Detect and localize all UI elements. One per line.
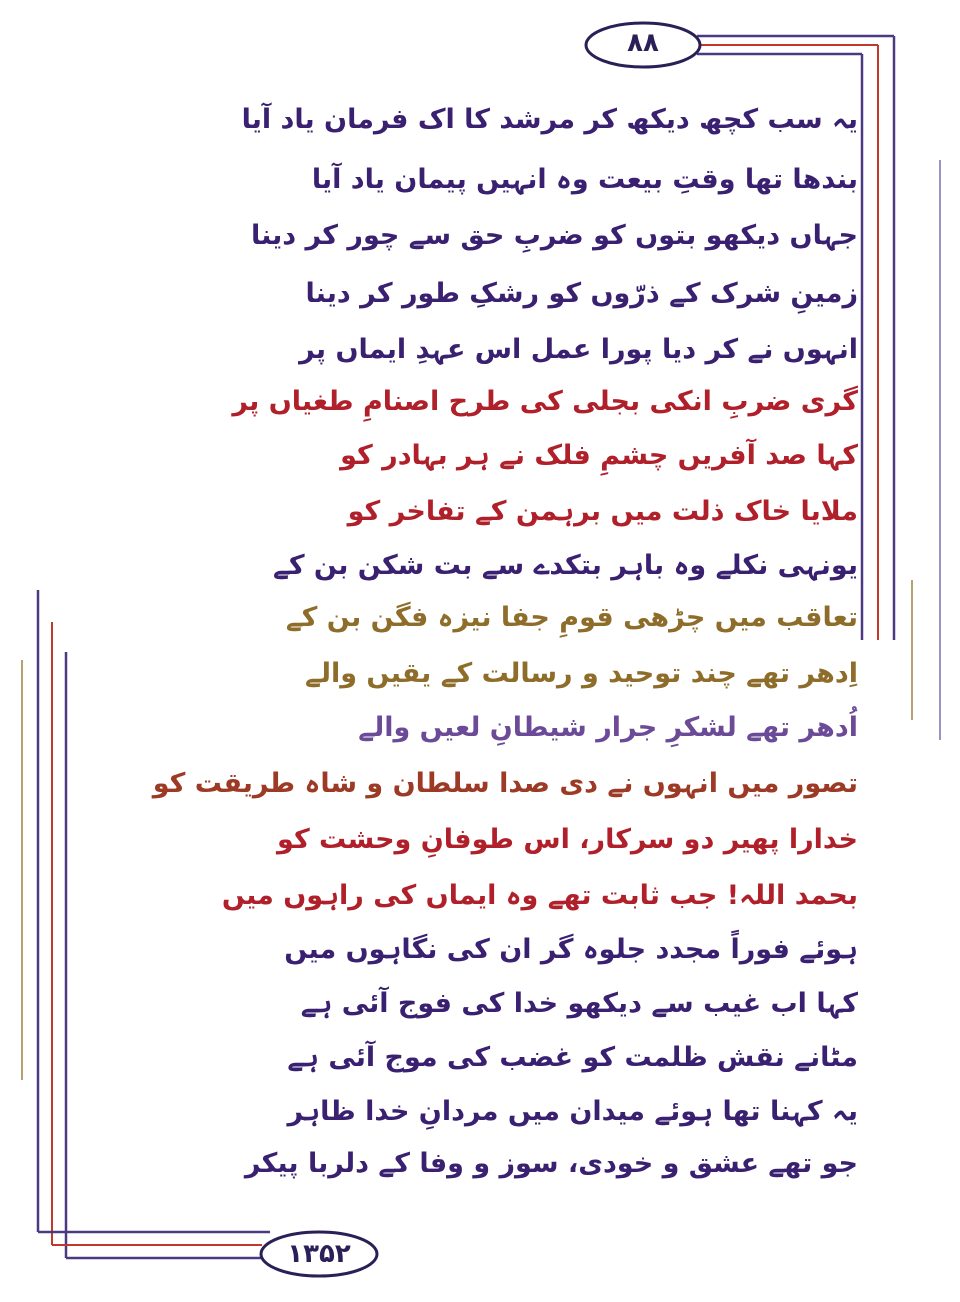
verse-line: گری ضربِ انکی بجلی کی طرح اصنامِ طغیاں پر [232,386,858,417]
verse-line: ہوئے فوراً مجدد جلوہ گر ان کی نگاہوں میں [284,934,858,965]
verse-line: اُدھر تھے لشکرِ جرار شیطانِ لعیں والے [358,712,858,743]
verse-line: مٹانے نقش ظلمت کو غضب کی موج آئی ہے [287,1042,858,1073]
verse-line: یونہی نکلے وہ باہر بتکدے سے بت شکن بن کے [273,550,858,581]
verse-line: جہاں دیکھو بتوں کو ضربِ حق سے چور کر دینا [250,220,858,251]
verse-line: زمینِ شرک کے ذرّوں کو رشکِ طور کر دینا [305,278,858,309]
page-number-bottom: ۱۳۵۲ [287,1239,351,1269]
verse-line: بحمد اللہ! جب ثابت تھے وہ ایماں کی راہوں میں [221,880,858,911]
verse-line: تعاقب میں چڑھی قومِ جفا نیزہ فگن بن کے [285,602,858,633]
page-number-top: ۸۸ [627,28,659,58]
verse-line: انہوں نے کر دیا پورا عمل اس عہدِ ایماں پر [299,334,858,365]
verse-line: ملایا خاک ذلت میں برہمن کے تفاخر کو [347,496,858,527]
verse-line: بندھا تھا وقتِ بیعت وہ انہیں پیمان یاد آیا [311,164,858,195]
verse-line: اِدھر تھے چند توحید و رسالت کے یقیں والے [305,658,858,689]
verse-line: کہا اب غیب سے دیکھو خدا کی فوج آئی ہے [300,988,858,1019]
verse-line: جو تھے عشق و خودی، سوز و وفا کے دلربا پیکر [244,1148,858,1179]
verse-line: کہا صد آفریں چشمِ فلک نے ہر بہادر کو [340,440,858,471]
verse-line: خدارا پھیر دو سرکار، اس طوفانِ وحشت کو [277,824,858,855]
verse-line: تصور میں انہوں نے دی صدا سلطان و شاہ طریقت کو [152,768,858,799]
verse-line: یہ سب کچھ دیکھ کر مرشد کا اک فرمان یاد آیا [241,104,858,135]
verse-line: یہ کہنا تھا ہوئے میدان میں مردانِ خدا ظاہر [287,1096,858,1127]
